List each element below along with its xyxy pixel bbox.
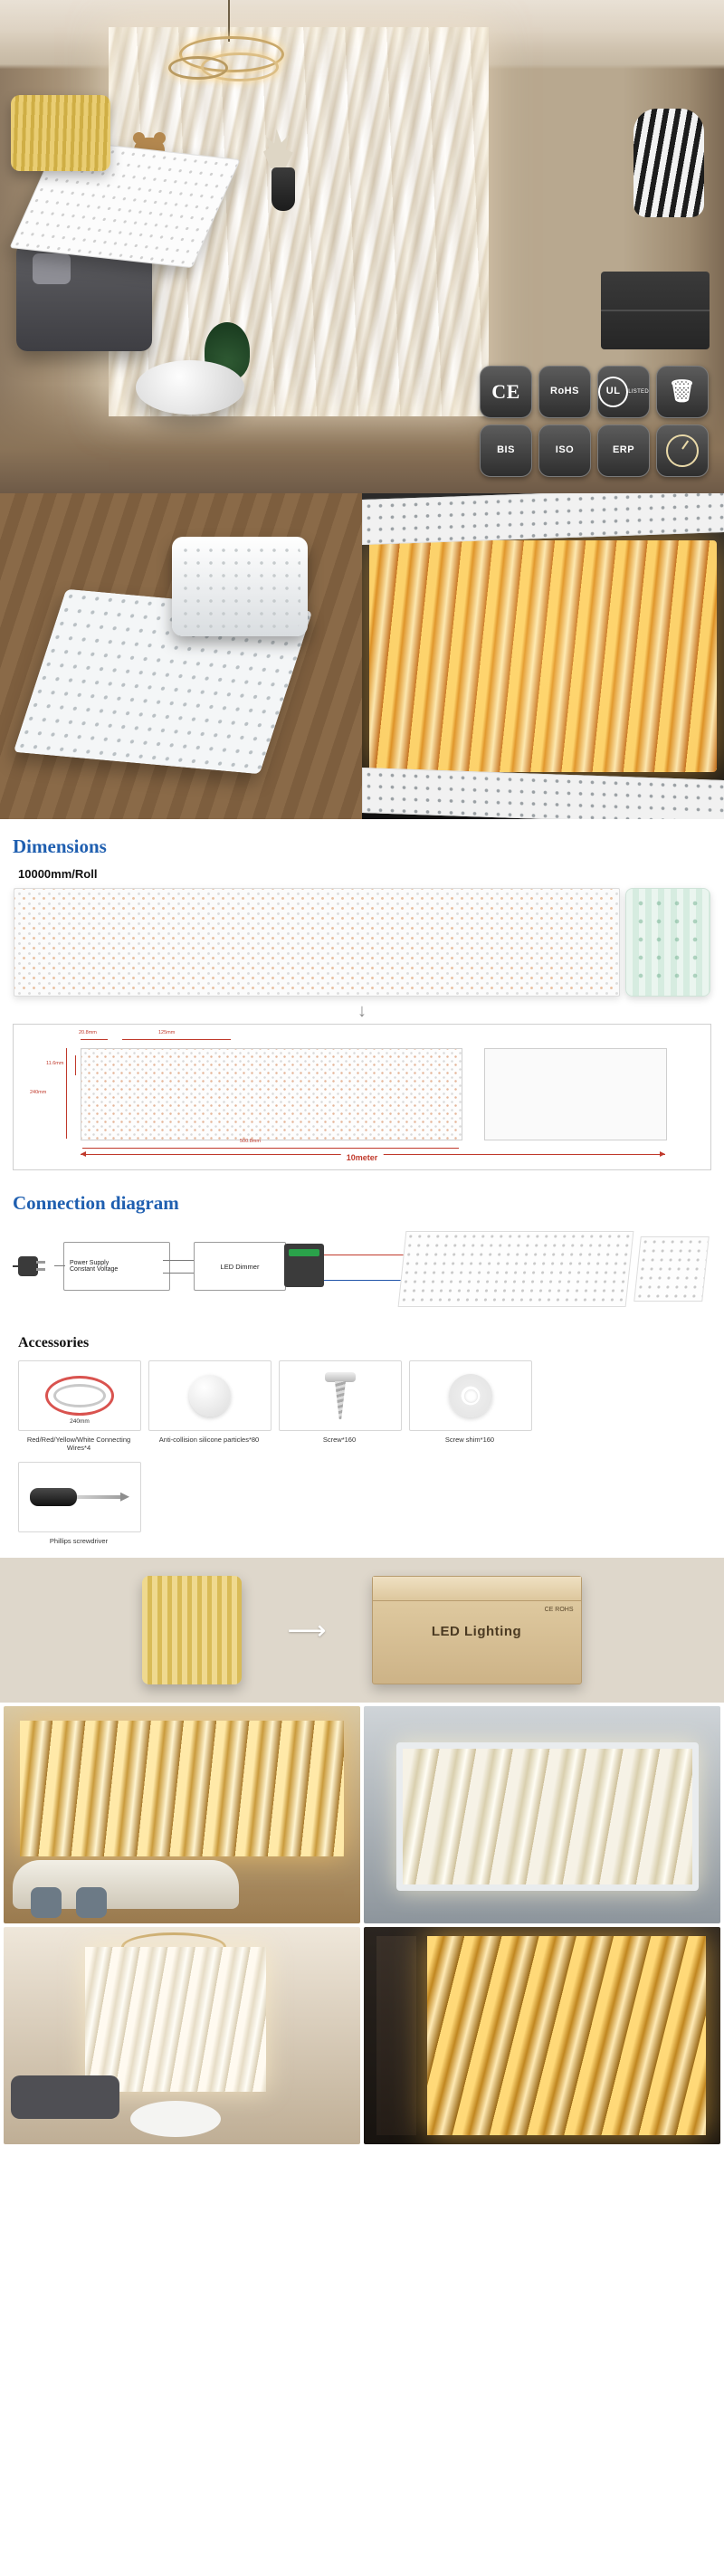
accessory-item bbox=[148, 1360, 270, 1453]
ce-certification-badge bbox=[480, 366, 532, 418]
total-length-label: 10meter bbox=[341, 1153, 384, 1162]
wire-plug-to-supply bbox=[54, 1265, 65, 1266]
carton-text: LED Lighting bbox=[431, 1624, 522, 1640]
coffee-table bbox=[130, 2101, 221, 2137]
crossed-out-bin-icon: 🗑 bbox=[668, 379, 697, 405]
accessories-grid bbox=[0, 1360, 724, 1453]
screw-icon bbox=[279, 1360, 402, 1431]
erp-certification-badge bbox=[597, 425, 650, 477]
plug-pin bbox=[36, 1268, 45, 1271]
dim-text-bottom-width: 500.8mm bbox=[240, 1139, 261, 1144]
led-panel-drawing-blank bbox=[484, 1048, 667, 1140]
phillips-screwdriver-icon bbox=[18, 1462, 141, 1532]
connection-diagram bbox=[13, 1224, 711, 1319]
roll-length-label: 10000mm/Roll bbox=[18, 867, 98, 881]
ring-chandelier-icon bbox=[161, 0, 297, 95]
led-panel-drawing bbox=[81, 1048, 462, 1140]
led-dimmer-label: LED Dimmer bbox=[220, 1262, 260, 1271]
gallery-gold-wall-photo bbox=[364, 1927, 720, 2144]
vase-decor bbox=[272, 167, 295, 211]
plug-pin bbox=[36, 1261, 45, 1264]
product-photo-row bbox=[0, 493, 724, 819]
illuminated-stone-panel-photo bbox=[362, 493, 724, 819]
erp-label: ERP bbox=[612, 444, 635, 456]
packed-led-roll bbox=[142, 1576, 242, 1684]
dimmable-badge bbox=[656, 425, 709, 477]
gallery-living-room-photo bbox=[4, 1927, 360, 2144]
ul-sublabel: LISTED bbox=[628, 388, 649, 395]
accessory-caption: Screw*160 bbox=[322, 1436, 357, 1444]
accessory-caption: Screw shim*160 bbox=[444, 1436, 495, 1444]
accessories-grid-row2 bbox=[0, 1462, 724, 1545]
dim-text-pitch: 20.8mm bbox=[79, 1030, 97, 1035]
led-roll-core bbox=[11, 95, 110, 171]
led-roll-detail bbox=[36, 537, 326, 772]
led-panel-output-small bbox=[634, 1236, 710, 1302]
dimensions-heading: Dimensions bbox=[13, 835, 107, 857]
roll-overview-photo bbox=[14, 888, 710, 997]
wire-supply-to-dimmer-minus bbox=[163, 1273, 194, 1274]
gallery-framed-panel-photo bbox=[364, 1706, 720, 1923]
down-arrow-icon: ↓ bbox=[357, 1001, 367, 1021]
accessory-item bbox=[409, 1360, 530, 1453]
dim-line-width bbox=[122, 1039, 231, 1040]
chandelier-ring bbox=[168, 56, 228, 80]
led-sheet-flat bbox=[14, 888, 620, 997]
wire-supply-to-dimmer-plus bbox=[163, 1260, 194, 1261]
dark-column bbox=[376, 1936, 416, 2135]
silicone-particle-icon bbox=[148, 1360, 272, 1431]
dim-line-pitch bbox=[81, 1039, 108, 1040]
shipping-carton bbox=[372, 1576, 582, 1684]
ul-label: UL bbox=[598, 377, 628, 407]
bar-stool bbox=[31, 1887, 62, 1918]
dimensions-section bbox=[0, 888, 724, 1176]
power-supply-line1: Power Supply bbox=[70, 1260, 110, 1266]
gallery-bar-counter-photo bbox=[4, 1706, 360, 1923]
dim-line-inner-height bbox=[75, 1055, 76, 1075]
right-arrow-icon: ⟶ bbox=[287, 1615, 327, 1646]
weee-bin-icon-badge bbox=[656, 366, 709, 418]
iso-certification-badge bbox=[538, 425, 591, 477]
screw-shim-icon bbox=[409, 1360, 532, 1431]
dim-text-width: 125mm bbox=[158, 1030, 176, 1035]
bis-certification-badge bbox=[480, 425, 532, 477]
accessories-heading: Accessories bbox=[18, 1335, 90, 1350]
dim-text-height: 240mm bbox=[30, 1090, 47, 1095]
bis-label: BIS bbox=[497, 444, 515, 456]
led-backlight-roll-product bbox=[11, 95, 219, 253]
backlit-amber-stone bbox=[369, 540, 717, 772]
dim-text-inner-height: 11.6mm bbox=[46, 1061, 64, 1066]
accessory-caption: Phillips screwdriver bbox=[49, 1536, 109, 1545]
dim-line-bottom-width bbox=[82, 1148, 459, 1149]
hero-banner bbox=[0, 0, 724, 493]
led-strip-bottom bbox=[362, 768, 724, 819]
application-gallery bbox=[0, 1703, 724, 2148]
sideboard-cabinet bbox=[601, 272, 710, 349]
zebra-statue-decor bbox=[634, 109, 704, 217]
accessory-caption: Anti-collision silicone particles*80 bbox=[158, 1436, 260, 1444]
led-dimmer-box bbox=[194, 1242, 286, 1291]
ac-plug-icon bbox=[18, 1251, 54, 1282]
carton-certification-marks: CE ROHS bbox=[544, 1607, 574, 1614]
backlit-onyx-feature-wall bbox=[85, 1947, 266, 2092]
dim-line-height bbox=[66, 1048, 67, 1139]
led-panel-output-large bbox=[398, 1231, 634, 1307]
ce-label: CE bbox=[491, 380, 520, 404]
certification-badges bbox=[480, 366, 706, 477]
framed-backlit-panel bbox=[396, 1742, 699, 1891]
pillow bbox=[33, 253, 71, 284]
backlit-stone-wall bbox=[20, 1721, 344, 1856]
led-sheet-rolled bbox=[625, 888, 710, 997]
dimmer-knob-icon bbox=[666, 434, 699, 467]
bar-stool bbox=[76, 1887, 107, 1918]
power-supply-line2: Constant Voltage bbox=[70, 1266, 119, 1273]
coffee-table bbox=[136, 360, 244, 415]
accessory-item bbox=[279, 1360, 400, 1453]
sofa bbox=[11, 2075, 119, 2119]
dimmer-controller-module bbox=[284, 1244, 324, 1287]
technical-drawing bbox=[13, 1024, 711, 1170]
wire-output-negative bbox=[324, 1280, 411, 1281]
power-supply-box bbox=[63, 1242, 170, 1291]
ul-certification-badge bbox=[597, 366, 650, 418]
rohs-label: RoHS bbox=[550, 386, 579, 397]
led-roll-core bbox=[172, 537, 308, 636]
plug-body bbox=[18, 1256, 38, 1276]
packing-section bbox=[0, 1558, 724, 1703]
accessory-caption: Red/Red/Yellow/White Connecting Wires*4 bbox=[26, 1436, 131, 1453]
accessory-item bbox=[18, 1360, 139, 1453]
led-roll-on-desk-photo bbox=[0, 493, 362, 819]
connection-heading: Connection diagram bbox=[13, 1192, 179, 1214]
backlit-gold-stone-wall bbox=[427, 1936, 706, 2135]
iso-label: ISO bbox=[555, 444, 575, 456]
wire-length-badge: 240mm bbox=[70, 1418, 90, 1425]
accessory-item bbox=[18, 1462, 139, 1545]
wire-coil-icon bbox=[18, 1360, 141, 1431]
rohs-certification-badge bbox=[538, 366, 591, 418]
led-strip-top bbox=[362, 493, 724, 545]
